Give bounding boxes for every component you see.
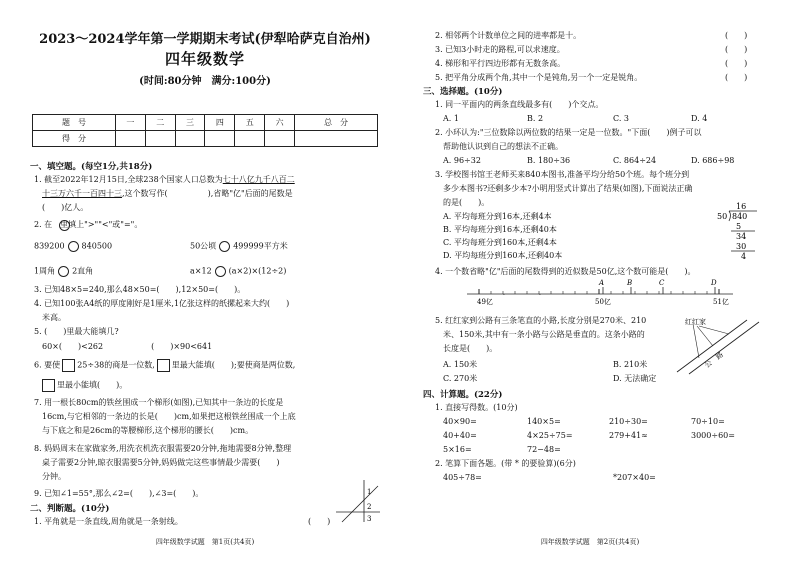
score-cell[interactable]: [294, 131, 377, 147]
judge-3-text: 3. 已知3小时走的路程,可以求速度。: [435, 45, 565, 54]
q1-population-words: 七十八亿九千八百二: [222, 175, 295, 184]
q1-line3: ( )亿人。: [42, 203, 89, 212]
score-row-label: 得 分: [33, 131, 116, 147]
choice-2-option[interactable]: B. 180÷36: [527, 156, 571, 165]
q6-line2: [42, 379, 127, 392]
angle-label-1: 1: [367, 488, 372, 496]
svg-text:·: ·: [503, 292, 505, 299]
choice-1-option[interactable]: A. 1: [443, 114, 459, 123]
calc-item: 40+40=: [443, 431, 477, 440]
judge-1-answer[interactable]: ( ): [308, 517, 331, 526]
score-header-cell: 二: [145, 115, 175, 131]
q2-row1-right: [190, 241, 288, 252]
calc-written-item: 405÷78=: [443, 473, 482, 482]
score-header-cell: 五: [235, 115, 265, 131]
q7-line2: 16cm,与它相邻的一条边的长是( )cm,如果把这根铁丝围成一个上底: [42, 412, 296, 421]
calc-item: 279+41≈: [609, 431, 648, 440]
choice-3-option[interactable]: D. 平均每班分到160本,还剩40本: [443, 251, 563, 260]
q1-text-2: ,这个数写作( ),省略"亿"后面的尾数是: [122, 189, 293, 198]
judge-5-answer[interactable]: ( ): [725, 73, 748, 82]
q2-r1b: 840500: [81, 241, 113, 251]
judge-5-text: 5. 把平角分成两个角,其中一个是钝角,另一个一定是锐角。: [435, 73, 643, 82]
choice-3-text-2: 多少本图书?还剩多少本?小明用竖式计算出了结果(如图),下面说法正确: [443, 184, 693, 193]
circle-blank-icon[interactable]: [215, 266, 226, 277]
point-label-c: C: [659, 279, 665, 287]
square-blank-icon[interactable]: [157, 359, 170, 372]
page-footer: 四年级数学试题 第2页(共4页): [540, 538, 640, 546]
judge-2-answer[interactable]: ( ): [725, 31, 748, 40]
right-page: [415, 0, 765, 561]
score-header-cell: 六: [265, 115, 295, 131]
choice-5-option[interactable]: B. 210米: [613, 360, 648, 369]
q9-text: 9. 已知∠1=55°,那么∠2=( ),∠3=( )。: [34, 489, 204, 498]
score-header-cell: 一: [115, 115, 145, 131]
choice-4-text: 4. 一个数省略"亿"后面的尾数得到的近似数是50亿,这个数可能是( )。: [435, 267, 696, 276]
circle-blank-icon: [59, 220, 70, 231]
calc-item: 72−48=: [527, 445, 561, 454]
choice-3-text: 3. 学校图书馆王老师买来840本图书,准备平均分给50个班。每个班分到: [435, 170, 690, 179]
q1-population-words-2: 十三万六千一百四十三: [42, 189, 122, 198]
q6-text: 6. 要使: [34, 360, 61, 370]
exam-title: 2023～2024学年第一学期期末考试(伊犁哈萨克自治州): [39, 32, 371, 47]
score-cell[interactable]: [235, 131, 265, 147]
q2-r2d: (a×2)×(12÷2): [228, 266, 287, 276]
choice-3-option[interactable]: C. 平均每班分到160本,还剩4本: [443, 238, 557, 247]
exam-subject: 四年级数学: [164, 50, 245, 68]
score-table: [32, 114, 378, 147]
q3-text: 3. 已知48×5=240,那么48×50=( ),12×50=( )。: [34, 285, 246, 294]
long-division-figure: [717, 200, 761, 264]
left-page: [30, 0, 380, 561]
section-2-title: 二、判断题。(10分): [30, 504, 110, 514]
q5-text: 5. ( )里最大能填几?: [34, 327, 119, 336]
point-label-b: B: [627, 279, 633, 287]
score-cell[interactable]: [145, 131, 175, 147]
q1-line1: [34, 175, 295, 185]
choice-5-text-3: 长度是( )。: [443, 344, 498, 353]
choice-3-text-3: 的是( )。: [443, 198, 490, 207]
step-2: 34: [736, 232, 747, 241]
calc-item: 3000÷60=: [691, 431, 735, 440]
q2-r1c: 50公顷: [190, 241, 217, 251]
q1-text: 1. 截至2022年12月15日,全球238个国家人口总数为: [34, 175, 223, 184]
choice-3-option[interactable]: B. 平均每班分到16本,还剩40本: [443, 225, 557, 234]
score-header-cell: 三: [175, 115, 205, 131]
square-blank-icon[interactable]: [62, 359, 75, 372]
choice-5-text: 5. 红红家到公路有三条笔直的小路,长度分别是270米、210: [435, 316, 647, 325]
circle-blank-icon[interactable]: [68, 241, 79, 252]
angle-figure: [336, 480, 380, 522]
choice-1-option[interactable]: C. 3: [613, 114, 630, 123]
choice-1-text: 1. 同一平面内的两条直线最多有( )个交点。: [435, 100, 604, 109]
choice-5-option[interactable]: C. 270米: [443, 374, 478, 383]
step-1: 5: [736, 222, 742, 231]
q7-line3: 与下底之和是26cm的等腰梯形,这个梯形的腰长( )cm。: [42, 426, 254, 435]
calc-item: 70÷10=: [691, 417, 725, 426]
step-3: 30: [736, 242, 747, 251]
q1-line2: [42, 189, 293, 199]
q8-line2: 桌子需要2分钟,晾衣服需要5分钟,妈妈做完这些事情最少需要( ): [42, 458, 280, 467]
tick-label-49: 49亿: [477, 298, 493, 306]
q6-text-2: 25÷38的商是一位数,: [77, 360, 155, 370]
tick-label-50: 50亿: [595, 298, 611, 306]
score-cell[interactable]: [175, 131, 205, 147]
calc-1-title: 1. 直接写得数。(10分): [435, 403, 518, 412]
choice-5-text-2: 米、150米,其中有一条小路与公路是垂直的。这条小路的: [443, 330, 645, 339]
road-figure: [673, 316, 765, 376]
q4-text: 4. 已知100张A4纸的厚度刚好是1厘米,1亿张这样的纸摞起来大约( ): [34, 299, 290, 308]
score-table-score-row: [33, 131, 378, 147]
q2-r2b: 2直角: [72, 266, 94, 276]
choice-2-option[interactable]: C. 864÷24: [613, 156, 657, 165]
number-line: [467, 276, 737, 306]
quotient: 16: [736, 202, 747, 211]
q2-row2-right: [190, 266, 286, 277]
home-label: 红红家: [685, 318, 706, 326]
q2-r2a: 1周角: [34, 266, 56, 276]
choice-2-text-2: 帮助他认识到自己的想法不正确。: [443, 142, 563, 151]
angle-label-2: 2: [367, 503, 372, 511]
q2-r1a: 839200: [34, 241, 65, 251]
choice-1-option[interactable]: D. 4: [691, 114, 708, 123]
score-cell[interactable]: [205, 131, 235, 147]
calc-item: 140×5=: [527, 417, 561, 426]
section-4-title: 四、计算题。(22分): [423, 390, 503, 400]
choice-2-option[interactable]: A. 96÷32: [443, 156, 481, 165]
judge-4-text: 4. 梯形和平行四边形都有无数条高。: [435, 59, 566, 68]
section-3-title: 三、选择题。(10分): [423, 87, 503, 97]
tick-label-51: 51亿: [713, 298, 729, 306]
remainder: 4: [741, 252, 747, 261]
q4-text-2: 米高。: [42, 313, 66, 322]
judge-4-answer[interactable]: ( ): [725, 59, 748, 68]
q2-r1d: 499999平方米: [233, 241, 288, 251]
score-header-cell: 题 号: [33, 115, 116, 131]
choice-5-option[interactable]: D. 无法确定: [613, 374, 657, 383]
q2-row1: [34, 241, 112, 252]
choice-2-text: 2. 小环认为:"三位数除以两位数的结果一定是一位数。"下面( )例子可以: [435, 128, 702, 137]
choice-3-option[interactable]: A. 平均每班分到16本,还剩4本: [443, 212, 552, 221]
point-label-a: A: [599, 279, 605, 287]
score-cell[interactable]: [265, 131, 295, 147]
choice-1-option[interactable]: B. 2: [527, 114, 544, 123]
q8-line1: 8. 妈妈周末在家做家务,用洗衣机洗衣服需要20分钟,拖地需要8分钟,整理: [34, 444, 292, 453]
judge-3-answer[interactable]: ( ): [725, 45, 748, 54]
score-cell[interactable]: [115, 131, 145, 147]
choice-5-option[interactable]: A. 150米: [443, 360, 478, 369]
calc-2-title: 2. 笔算下面各题。(带 * 的要验算)(6分): [435, 459, 576, 468]
circle-blank-icon[interactable]: [58, 266, 69, 277]
q2-row2: [34, 266, 93, 277]
q5-row: 60×( )<262 ( )×90<641: [42, 342, 213, 351]
q6-text-3: 里最大能填( );要使商是两位数,: [171, 360, 296, 370]
dividend: 840: [732, 212, 748, 221]
q8-line3: 分钟。: [42, 472, 66, 481]
exam-time-info: (时间:80分钟 满分:100分): [139, 76, 271, 87]
q7-line1: 7. 用一根长80cm的铁丝围成一个梯形(如图),已知其中一条边的长度是: [34, 398, 284, 407]
circle-blank-icon[interactable]: [219, 241, 230, 252]
divisor: 50: [717, 212, 728, 221]
svg-text:·: ·: [539, 292, 541, 299]
q2-r2c: a×12: [190, 266, 212, 276]
judge-2-text: 2. 相邻两个计数单位之间的进率都是十。: [435, 31, 582, 40]
q6-text-4: 里最小能填( )。: [57, 380, 128, 390]
score-header-cell: 四: [205, 115, 235, 131]
q6-line1: [34, 359, 295, 372]
judge-1-text: 1. 平角就是一条直线,周角就是一条射线。: [34, 517, 183, 526]
calc-item: 5×16=: [443, 445, 472, 454]
choice-2-option[interactable]: D. 686÷98: [691, 156, 735, 165]
angle-label-3: 3: [367, 515, 372, 523]
square-blank-icon[interactable]: [42, 379, 55, 392]
calc-item: 210÷30=: [609, 417, 648, 426]
calc-item: 40×90=: [443, 417, 477, 426]
point-label-d: D: [711, 279, 717, 287]
calc-item: 4×25÷75=: [527, 431, 573, 440]
page-footer: 四年级数学试题 第1页(共4页): [155, 538, 255, 546]
score-table-header-row: [33, 115, 378, 131]
q2-text: 2. 在 里填上">""<"或"="。: [34, 220, 143, 229]
score-header-cell: 总 分: [294, 115, 377, 131]
section-1-title: 一、填空题。(每空1分,共18分): [30, 162, 153, 172]
road-label: 公 路: [703, 350, 725, 370]
calc-written-item: *207×40=: [613, 473, 656, 482]
